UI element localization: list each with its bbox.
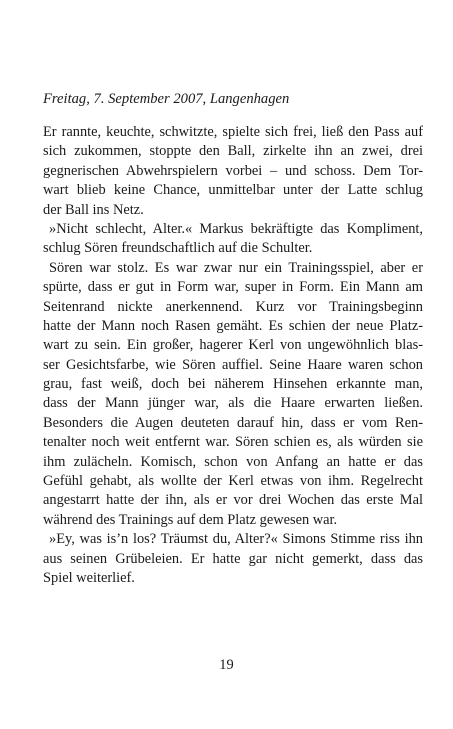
text-line: dass der Mann jünger war, als die Haare erwarten ließen.: [43, 395, 423, 412]
text-line: während des Trainings auf dem Platz gewesen war.: [43, 511, 338, 528]
text-line: gegnerischen Abwehrspielern vorbei – und schoss. Dem Tor-: [43, 162, 423, 179]
text-line: tenalter noch weit entfernt war. Sören schien es, als würden sie: [43, 434, 423, 451]
text-line: wart zu sein. Ein großer, hagerer Kerl von ungewöhnlich blas-: [43, 337, 423, 354]
text-line: Gefühl gehabt, als wollte der Kerl etwas von ihm. Regelrecht: [43, 473, 423, 490]
text-line: Spiel weiterlief.: [43, 569, 135, 586]
text-line: spürte, dass er gut in Form war, super in Form. Ein Mann am: [43, 279, 423, 296]
text-line: schlug Sören freundschaftlich auf die Schulter.: [43, 240, 313, 257]
text-line: wart blieb keine Chance, unmittelbar unter der Latte schlug: [43, 182, 423, 199]
text-line: Seitenrand nickte anerkennend. Kurz vor Trainingsbeginn: [43, 298, 423, 315]
text-line: Besonders die Augen deuteten darauf hin, dass er vom Ren-: [43, 414, 423, 431]
body-text: [43, 123, 423, 588]
text-line: aus seinen Grübeleien. Er hatte gar nicht gemerkt, dass das: [43, 550, 423, 567]
text-line: hatte der Mann noch Rasen gemäht. Es schien der neue Platz-: [43, 317, 423, 334]
text-line: der Ball ins Netz.: [43, 201, 144, 218]
chapter-heading: Freitag, 7. September 2007, Langenhagen: [43, 91, 290, 107]
text-line: sich zukommen, stoppte den Ball, zirkelte ihn an zwei, drei: [43, 143, 423, 160]
text-line: »Nicht schlecht, Alter.« Markus bekräftigte das Kompliment,: [49, 220, 423, 237]
text-line: Sören war stolz. Es war zwar nur ein Trainingsspiel, aber er: [49, 259, 423, 276]
text-line: grau, fast weiß, doch bei näherem Hinsehen erkannte man,: [43, 376, 423, 393]
text-line: angestarrt hatte der ihn, als er vor drei Wochen das erste Mal: [43, 492, 423, 509]
text-line: »Ey, was is’n los? Träumst du, Alter?« Simons Stimme riss ihn: [49, 531, 423, 548]
text-line: ser Gesichtsfarbe, wie Sören auffiel. Seine Haare waren schon: [43, 356, 423, 373]
text-line: ihm zulächeln. Komisch, schon von Anfang an hatte er das: [43, 453, 423, 470]
page-number: 19: [219, 657, 234, 673]
text-line: Er rannte, keuchte, schwitzte, spielte sich frei, ließ den Pass auf: [43, 124, 423, 140]
